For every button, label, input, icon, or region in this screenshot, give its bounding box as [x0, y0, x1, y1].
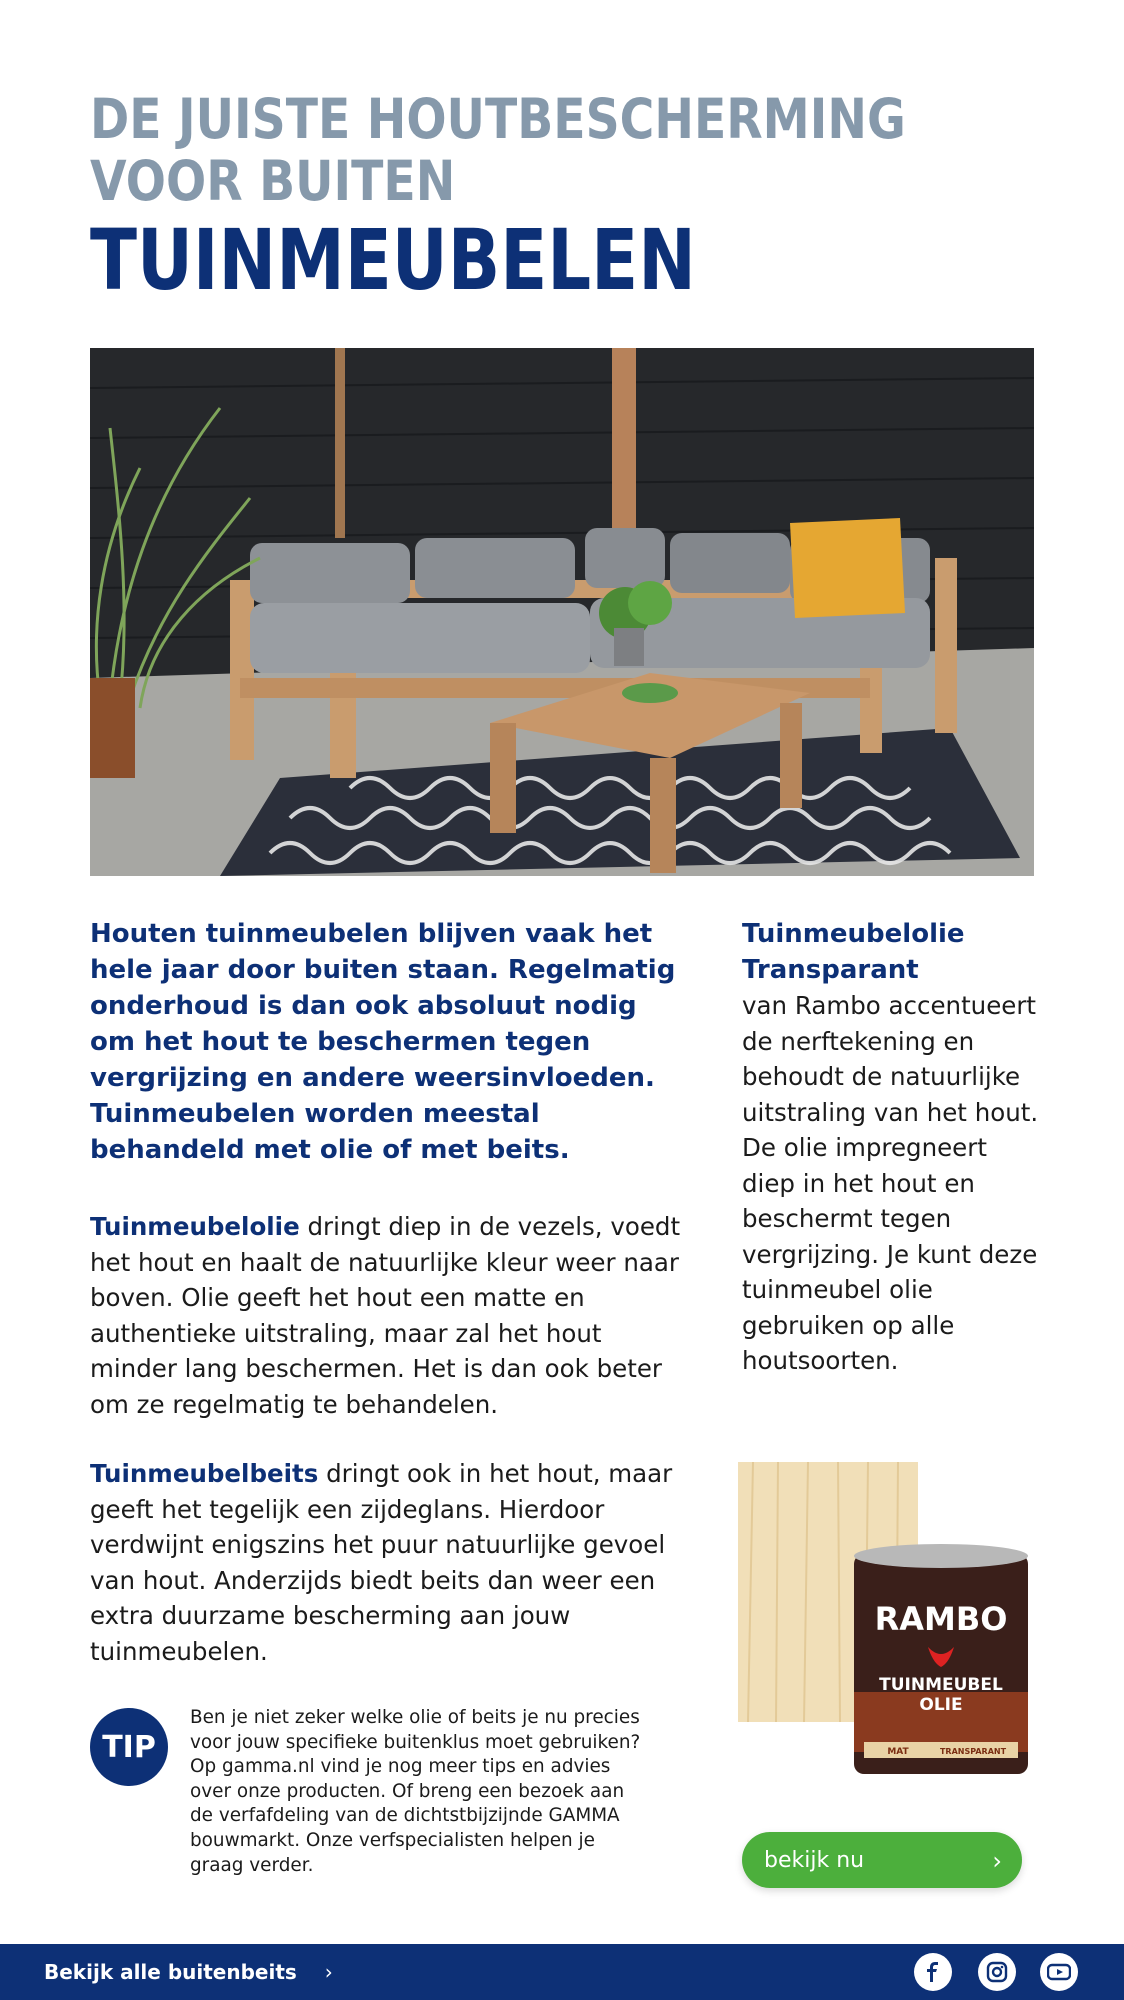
- product-title: Tuinmeubelolie Transparant: [742, 919, 965, 985]
- product-brand: RAMBO: [874, 1600, 1008, 1638]
- olie-paragraph: [90, 1209, 690, 1422]
- buitenbeits-link[interactable]: [44, 1944, 333, 2000]
- hero-image: [90, 348, 1034, 876]
- product-variant: TRANSPARANT: [939, 1747, 1007, 1756]
- instagram-icon[interactable]: [978, 1953, 1016, 1991]
- intro-paragraph: Houten tuinmeubelen blijven vaak het hele jaar door buiten staan. Regelmatig onderhoud is dan ook absoluut nodig om het hout te beschermen tegen vergrijzing en andere weersinvloeden. Tuinmeubelen worden meestal behandeld met olie of met beits.: [90, 919, 676, 1165]
- youtube-icon[interactable]: [1040, 1953, 1078, 1991]
- buitenbeits-label: Bekijk alle buitenbeits: [44, 1960, 297, 1984]
- product-image: [728, 1462, 1046, 1792]
- page-title: TUINMEUBELEN: [90, 211, 696, 309]
- facebook-icon[interactable]: [914, 1953, 952, 1991]
- olie-text: dringt diep in de vezels, voedt het hout en haalt de natuurlijke kleur weer naar boven. Olie geeft het hout een matte en authentieke uitstraling, maar zal het hout minder lang beschermen. Het is dan ook beter om ze regelmatig te behandelen.: [90, 1212, 681, 1419]
- footer-bar: [0, 1944, 1124, 2000]
- chevron-right-icon: ›: [324, 1960, 333, 1984]
- hero-illustration: [90, 348, 1034, 876]
- bekijk-nu-button[interactable]: [742, 1832, 1022, 1888]
- beits-paragraph: [90, 1456, 690, 1669]
- tip-badge: TIP: [90, 1708, 168, 1786]
- rambo-can-illustration: [728, 1462, 1046, 1792]
- product-name-2: OLIE: [919, 1695, 963, 1715]
- tip-block: [90, 1706, 650, 1876]
- product-description: van Rambo accentueert de nerftekening en behoudt de natuurlijke uitstraling van het hout. De olie impregneert diep in het hout en beschermt tegen vergrijzing. Je kunt deze tuinmeubel olie gebruiken op alle houtsoorten.: [742, 991, 1039, 1375]
- chevron-right-icon: ›: [992, 1847, 1002, 1875]
- kicker-line-1: DE JUISTE HOUTBESCHERMING: [90, 87, 906, 151]
- bekijk-nu-label: bekijk nu: [764, 1847, 865, 1873]
- product-finish: MAT: [887, 1747, 909, 1757]
- product-name-1: TUINMEUBEL: [879, 1675, 1003, 1695]
- page-header: [90, 87, 990, 309]
- beits-term: Tuinmeubelbeits: [90, 1459, 319, 1488]
- olie-term: Tuinmeubelolie: [90, 1212, 300, 1241]
- product-sidebar: [742, 916, 1042, 1379]
- kicker-line-2: VOOR BUITEN: [90, 149, 456, 213]
- beits-text: dringt ook in het hout, maar geeft het tegelijk een zijdeglans. Hierdoor verdwijnt enigszins het puur natuurlijke gevoel van hout. Anderzijds biedt beits dan weer een extra duurzame bescherming aan jouw tuinmeubelen.: [90, 1459, 673, 1666]
- tip-text: Ben je niet zeker welke olie of beits je nu precies voor jouw specifieke buitenklus moet gebruiken? Op gamma.nl vind je nog meer tips en advies over onze producten. Of breng een bezoek aan de verfafdeling van de dichtstbijzijnde GAMMA bouwmarkt. Onze verfspecialisten helpen je graag verder.: [190, 1707, 641, 1876]
